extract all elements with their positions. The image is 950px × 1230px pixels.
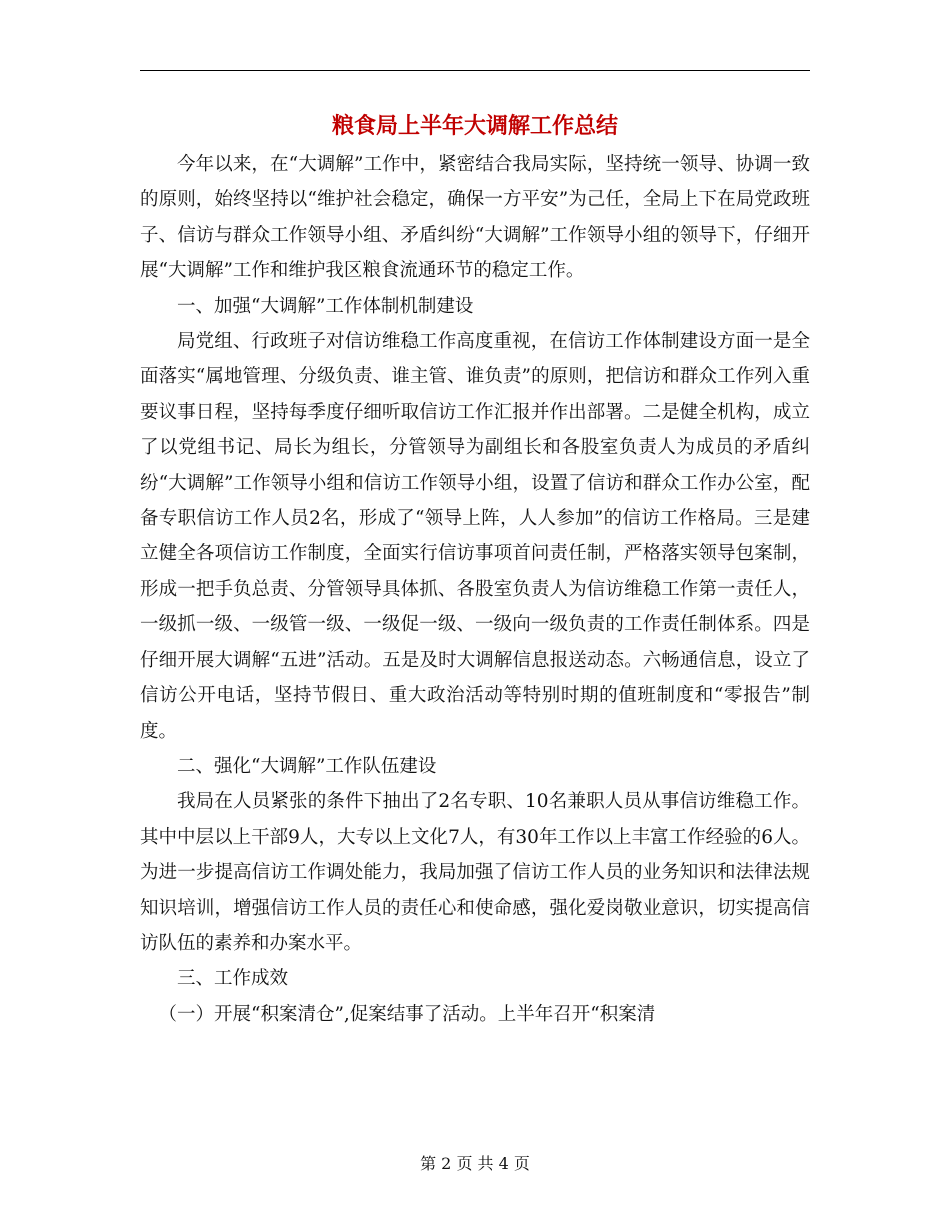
- header-rule: [140, 70, 810, 71]
- heading-section-2: 二、强化“大调解”工作队伍建设: [177, 755, 437, 777]
- paragraph-section-1: 局党组、行政班子对信访维稳工作高度重视，在信访工作体制建设方面一是全面落实“属地管理、分级负责、谁主管、谁负责”的原则，把信访和群众工作列入重要议事日程，坚持每季度仔细听取信访工作汇报并作出部署。二是健全机构，成立了以党组书记、局长为组长，分管领导为副组长和各股室负责人为成员的矛盾纠纷“大调解”工作领导小组和信访工作领导小组，设置了信访和群众工作办公室，配备专职信访工作人员2名，形成了“领导上阵，人人参加”的信访工作格局。三是建立健全各项信访工作制度，全面实行信访事项首问责任制，严格落实领导包案制，形成一把手负总责、分管领导具体抓、各股室负责人为信访维稳工作第一责任人，一级抓一级、一级管一级、一级促一级、一级向一级负责的工作责任制体系。四是仔细开展大调解“五进”活动。五是及时大调解信息报送动态。六畅通信息，设立了信访公开电话，坚持节假日、重大政治活动等特别时期的值班制度和“零报告”制度。: [140, 331, 810, 742]
- document-body: [140, 147, 810, 1032]
- paragraph-intro: 今年以来，在“大调解”工作中，紧密结合我局实际，坚持统一领导、协调一致的原则，始终坚持以“维护社会稳定，确保一方平安”为己任，全局上下在局党政班子、信访与群众工作领导小组、矛盾纠纷“大调解”工作领导小组的领导下，仔细开展“大调解”工作和维护我区粮食流通环节的稳定工作。: [140, 154, 810, 282]
- heading-section-3: 三、工作成效: [177, 968, 289, 990]
- page-footer: 第 2 页 共 4 页: [420, 1154, 530, 1173]
- paragraph-section-2: 我局在人员紧张的条件下抽出了2名专职、10名兼职人员从事信访维稳工作。其中中层以上干部9人，大专以上文化7人，有30年工作以上丰富工作经验的6人。为进一步提高信访工作调处能力，我局加强了信访工作人员的业务知识和法律法规知识培训，增强信访工作人员的责任心和使命感，强化爱岗敬业意识，切实提高信访队伍的素养和办案水平。: [140, 791, 810, 954]
- heading-section-1: 一、加强“大调解”工作体制机制建设: [177, 295, 474, 317]
- paragraph-section-3-1: （一）开展“积案清仓”,促案结事了活动。上半年召开“积案清: [158, 1003, 656, 1025]
- document-title: 粮食局上半年大调解工作总结: [331, 114, 618, 139]
